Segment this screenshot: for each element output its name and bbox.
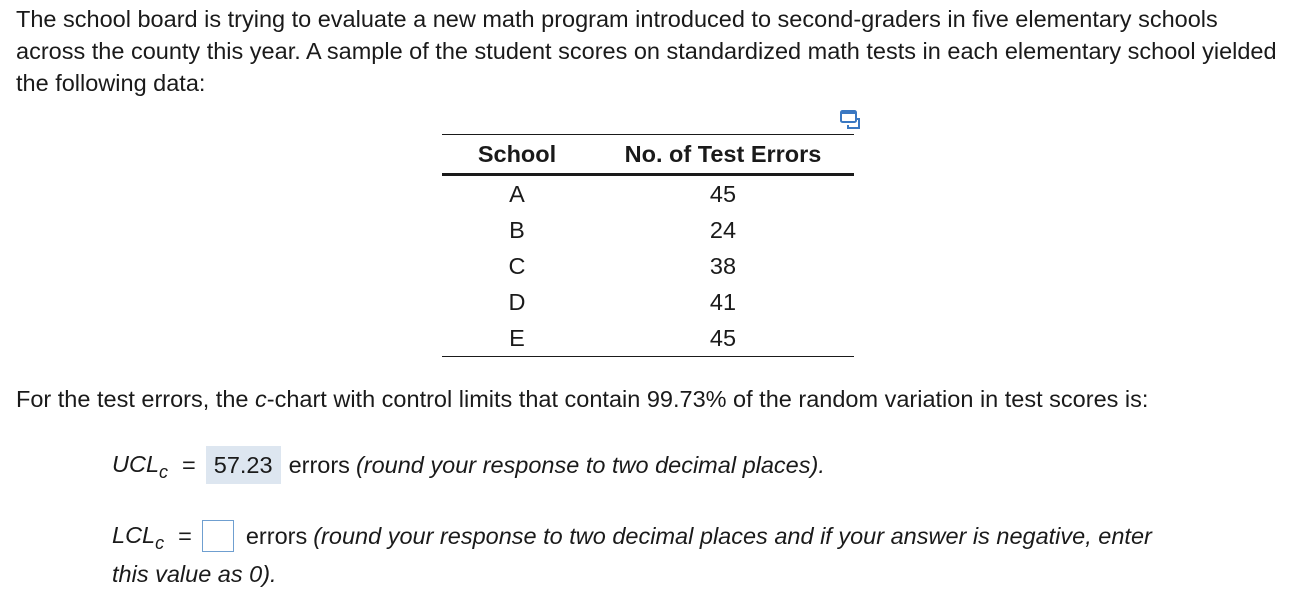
table-row [442, 212, 854, 248]
ucl-answer-line [112, 446, 825, 484]
errors-cell: 45 [592, 320, 854, 357]
lcl-equals: = [178, 523, 192, 549]
school-cell: A [509, 181, 525, 207]
ucl-instruction: (round your response to two decimal places). [355, 452, 825, 478]
school-cell: C [508, 253, 526, 279]
lcl-label: $LCL_c$ [112, 522, 165, 553]
errors-cell: 45 [709, 181, 737, 207]
table-row [442, 320, 854, 357]
ucl-unit: errors [288, 452, 350, 478]
errors-cell: 41 [709, 289, 737, 315]
ucl-equals: = [182, 452, 196, 478]
ucl-answer-value: 57.23 [206, 446, 281, 484]
copy-table-icon[interactable] [838, 108, 862, 132]
problem-intro: The school board is trying to evaluate a new math program introduced to second-graders in five elementary schools across the county this year. A sample of the student scores on standardized math tests in each elementary school yielded the following data: [16, 6, 1277, 96]
school-cell: D [508, 289, 526, 315]
lcl-unit: errors [245, 523, 308, 549]
data-table [442, 134, 854, 357]
column-header-school: School [442, 135, 592, 175]
table-header-row [442, 135, 854, 175]
school-cell: B [509, 217, 525, 243]
errors-cell: 38 [709, 253, 737, 279]
question-text: For the test errors, the c-chart with control limits that contain 99.73% of the random variation in test scores is: [16, 386, 1149, 412]
lcl-instruction-continued: this value as 0). [112, 561, 277, 587]
table-row [442, 248, 854, 284]
table-row [442, 284, 854, 320]
lcl-instruction: (round your response to two decimal places and if your answer is negative, enter [313, 523, 1152, 549]
school-cell: E [442, 320, 592, 357]
table-row [442, 175, 854, 213]
lcl-answer-line [112, 517, 1282, 590]
lcl-answer-input[interactable] [202, 520, 234, 552]
ucl-label: $UCL_c$ [112, 451, 169, 482]
errors-cell: 24 [709, 217, 737, 243]
column-header-errors: No. of Test Errors [592, 135, 854, 175]
